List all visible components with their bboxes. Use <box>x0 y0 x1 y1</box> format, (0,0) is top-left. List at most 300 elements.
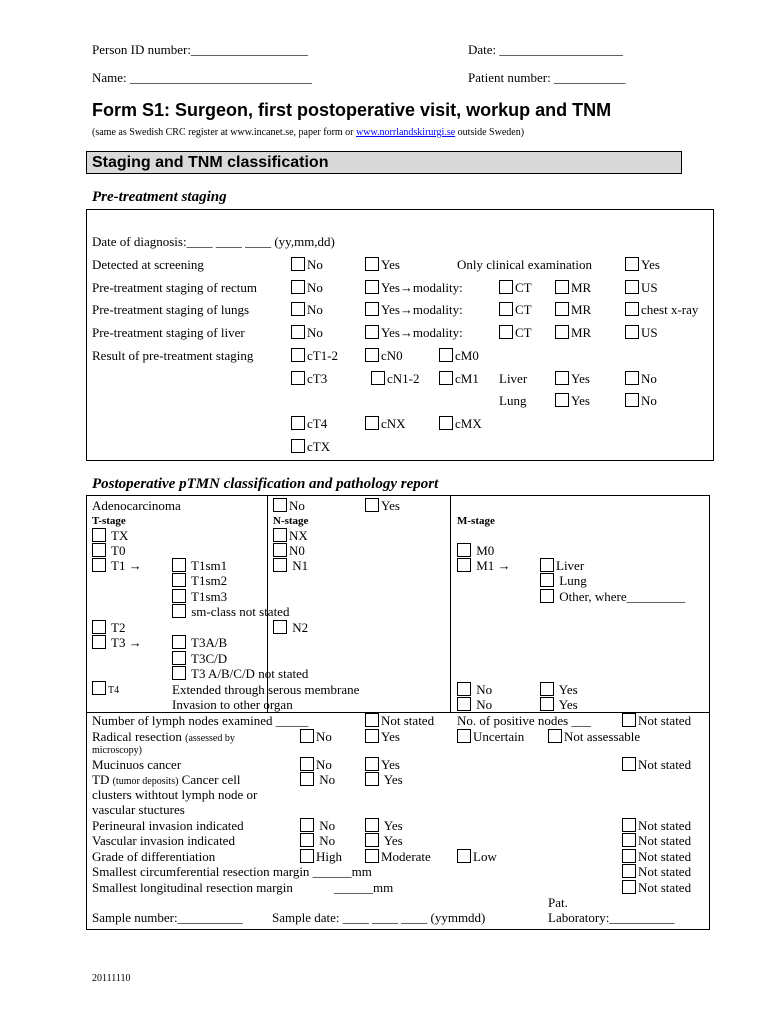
mucinous-label: Mucinuos cancer <box>92 757 182 772</box>
invasion-label: Invasion to other organ <box>172 697 293 712</box>
liver-yes[interactable] <box>365 325 463 340</box>
checkbox[interactable] <box>457 849 471 863</box>
m1-liver[interactable] <box>540 558 584 573</box>
positive-not-stated[interactable] <box>622 713 691 728</box>
pretreatment-heading: Pre-treatment staging <box>92 189 227 205</box>
checkbox[interactable] <box>625 280 639 294</box>
checkbox[interactable] <box>439 348 453 362</box>
option-label: Yes <box>381 729 400 744</box>
checkbox[interactable] <box>300 757 314 771</box>
checkbox[interactable] <box>172 558 186 572</box>
radical-text: Radical resection <box>92 729 182 744</box>
option-label: No <box>307 325 323 340</box>
option-label: Moderate <box>381 849 431 864</box>
grade-not-stated[interactable] <box>622 849 691 864</box>
vascular-no[interactable] <box>300 833 335 848</box>
detected-screening-label: Detected at screening <box>92 257 204 272</box>
t-t1sm2[interactable] <box>172 573 227 588</box>
option-label: Yes <box>571 393 590 408</box>
checkbox[interactable] <box>291 371 305 385</box>
checkbox[interactable] <box>625 325 639 339</box>
serous-label: Extended through serous membrane <box>172 682 360 697</box>
ct3[interactable] <box>291 371 327 386</box>
option-label: No <box>641 371 657 386</box>
checkbox[interactable] <box>540 589 554 603</box>
adenocarcinoma-label: Adenocarcinoma <box>92 498 181 513</box>
t-t3ab[interactable] <box>172 635 227 650</box>
t-t0[interactable] <box>92 543 125 558</box>
option-label: Yes <box>641 257 660 272</box>
t-t2[interactable] <box>92 620 125 635</box>
form-subtitle <box>92 125 524 140</box>
checkbox[interactable] <box>555 371 569 385</box>
option-label: No <box>476 682 493 697</box>
n-n2[interactable] <box>273 620 308 635</box>
checkbox[interactable] <box>457 682 471 696</box>
adeno-no[interactable] <box>273 498 305 513</box>
option-label: Other, where_________ <box>559 589 686 604</box>
m1-lung[interactable] <box>540 573 587 588</box>
n-n1[interactable] <box>273 558 308 573</box>
mucinous-no[interactable] <box>300 757 332 772</box>
screening-yes[interactable] <box>365 257 400 272</box>
option-label: T1sm3 <box>191 589 228 604</box>
grade-moderate[interactable] <box>365 849 431 864</box>
checkbox[interactable] <box>300 772 314 786</box>
t-tx[interactable] <box>92 528 128 543</box>
checkbox[interactable] <box>365 772 379 786</box>
perineural-no[interactable] <box>300 818 335 833</box>
checkbox[interactable] <box>499 280 513 294</box>
cm1[interactable] <box>439 371 479 386</box>
td-yes[interactable] <box>365 772 403 787</box>
checkbox[interactable] <box>540 558 554 572</box>
option-label: No <box>289 498 305 513</box>
option-label: MR <box>571 302 592 317</box>
option-label: No <box>316 729 332 744</box>
option-label: chest x-ray <box>641 302 699 317</box>
t-t3cd[interactable] <box>172 651 227 666</box>
cm1-lung-no[interactable] <box>625 393 657 408</box>
option-label: Not stated <box>638 713 692 728</box>
option-label: Yes <box>571 371 590 386</box>
checkbox[interactable] <box>300 818 314 832</box>
checkbox[interactable] <box>439 371 453 385</box>
t-t1sm3[interactable] <box>172 589 227 604</box>
option-label: Yes <box>381 757 400 772</box>
laboratory-field[interactable]: Laboratory:__________ <box>548 910 675 925</box>
option-label: Liver <box>556 558 585 573</box>
name-field[interactable]: Name: ____________________________ <box>92 70 312 85</box>
adeno-yes[interactable] <box>365 498 400 513</box>
radical-not-assessable[interactable] <box>548 729 640 744</box>
t-t3abcd[interactable] <box>172 666 308 681</box>
form-title: Form S1: Surgeon, first postoperative visit, workup and TNM <box>92 100 612 120</box>
checkbox[interactable] <box>273 498 287 512</box>
section-title: Staging and TNM classification <box>92 154 329 171</box>
checkbox[interactable] <box>365 325 379 339</box>
m-stage-heading: M-stage <box>457 515 495 527</box>
radical-uncertain[interactable] <box>457 729 524 744</box>
sample-number-field[interactable]: Sample number:__________ <box>92 910 243 925</box>
checkbox[interactable] <box>622 849 636 863</box>
option-label: cMX <box>455 416 482 431</box>
checkbox[interactable] <box>291 280 305 294</box>
checkbox[interactable] <box>439 416 453 430</box>
vascular-not-stated[interactable] <box>622 833 691 848</box>
liver-label: Pre-treatment staging of liver <box>92 325 245 340</box>
positive-nodes-field[interactable]: No. of positive nodes ___ <box>457 713 591 728</box>
cnx[interactable] <box>365 416 406 431</box>
radical-yes[interactable] <box>365 729 400 744</box>
option-label: No <box>319 772 336 787</box>
option-label: cTX <box>307 439 331 454</box>
option-label: cT3 <box>307 371 328 386</box>
checkbox[interactable] <box>365 729 379 743</box>
t-t3[interactable] <box>92 635 142 650</box>
lungs-label: Pre-treatment staging of lungs <box>92 302 250 317</box>
td-label-2: clusters withtout lymph node or <box>92 787 258 802</box>
td-cancer-cell: Cancer cell <box>181 772 241 787</box>
longitudinal-not-stated[interactable] <box>622 880 691 895</box>
option-label: T2 <box>111 620 126 635</box>
liver-ct[interactable] <box>499 325 532 340</box>
pat-label: Pat. <box>548 895 568 910</box>
checkbox[interactable] <box>291 257 305 271</box>
option-label: Yes <box>381 257 400 272</box>
option-label: cM0 <box>455 348 479 363</box>
option-label: No <box>307 257 323 272</box>
checkbox[interactable] <box>365 416 379 430</box>
liver-us[interactable] <box>625 325 658 340</box>
checkbox[interactable] <box>300 833 314 847</box>
checkbox[interactable] <box>365 257 379 271</box>
checkbox[interactable] <box>273 558 287 572</box>
norrlandskirurgi-link[interactable]: www.norrlandskirurgi.se <box>356 127 456 138</box>
rectum-mr[interactable] <box>555 280 591 295</box>
checkbox[interactable] <box>555 325 569 339</box>
sample-date-field[interactable]: Sample date: ____ ____ ____ (yymmdd) <box>272 910 486 925</box>
n-n0[interactable] <box>273 543 305 558</box>
assessed-note: (assessed by <box>185 733 235 744</box>
checkbox[interactable] <box>291 325 305 339</box>
checkbox[interactable] <box>622 833 636 847</box>
checkbox[interactable] <box>555 393 569 407</box>
option-label: No <box>319 818 336 833</box>
checkbox[interactable] <box>622 880 636 894</box>
cmx[interactable] <box>439 416 482 431</box>
result-label: Result of pre-treatment staging <box>92 348 254 363</box>
arrow-icon: → <box>128 635 142 650</box>
t-t1sm1[interactable] <box>172 558 227 573</box>
longitudinal-field[interactable]: ______mm <box>334 880 394 895</box>
checkbox[interactable] <box>457 558 471 572</box>
liver-no[interactable] <box>291 325 323 340</box>
grade-label: Grade of differentiation <box>92 849 216 864</box>
option-label: Yes <box>383 772 403 787</box>
serous-no[interactable] <box>457 682 492 697</box>
n-nx[interactable] <box>273 528 308 543</box>
invasion-yes[interactable] <box>540 697 578 712</box>
option-label: CT <box>515 280 532 295</box>
option-label: T1sm2 <box>191 573 228 588</box>
option-label: Not stated <box>638 833 692 848</box>
checkbox[interactable] <box>499 302 513 316</box>
option-label: M0 <box>476 543 495 558</box>
checkbox[interactable] <box>365 818 379 832</box>
clinical-yes[interactable] <box>625 257 660 272</box>
checkbox[interactable] <box>172 604 186 618</box>
footer-date: 20111110 <box>92 973 131 984</box>
checkbox[interactable] <box>92 558 106 572</box>
option-label: No <box>319 833 336 848</box>
option-label: cNX <box>381 416 406 431</box>
checkbox[interactable] <box>365 280 379 294</box>
section-header <box>86 151 682 174</box>
date-field[interactable]: Date: ___________________ <box>468 42 623 57</box>
checkbox[interactable] <box>371 371 385 385</box>
checkbox[interactable] <box>92 635 106 649</box>
lymph-not-stated[interactable] <box>365 713 434 728</box>
option-label: Yes→modality: <box>381 325 463 340</box>
checkbox[interactable] <box>365 498 379 512</box>
checkbox[interactable] <box>365 757 379 771</box>
option-label: T3 <box>111 635 126 650</box>
perineural-yes[interactable] <box>365 818 403 833</box>
checkbox[interactable] <box>622 713 636 727</box>
option-label: High <box>316 849 342 864</box>
checkbox[interactable] <box>457 729 471 743</box>
td-text: TD <box>92 772 110 787</box>
option-label: T4 <box>108 685 120 696</box>
perineural-not-stated[interactable] <box>622 818 691 833</box>
checkbox[interactable] <box>625 257 639 271</box>
t-t4[interactable] <box>92 681 119 698</box>
checkbox[interactable] <box>457 697 471 711</box>
checkbox[interactable] <box>172 651 186 665</box>
rectum-no[interactable] <box>291 280 323 295</box>
cm1-lung-yes[interactable] <box>555 393 590 408</box>
divider <box>450 495 451 712</box>
checkbox[interactable] <box>365 833 379 847</box>
rectum-label: Pre-treatment staging of rectum <box>92 280 257 295</box>
rectum-yes[interactable] <box>365 280 463 295</box>
circumferential-not-stated[interactable] <box>622 864 691 879</box>
radical-no[interactable] <box>300 729 332 744</box>
option-label: Not stated <box>638 757 692 772</box>
option-label: cT4 <box>307 416 328 431</box>
lungs-ct[interactable] <box>499 302 532 317</box>
checkbox[interactable] <box>625 371 639 385</box>
mucinous-not-stated[interactable] <box>622 757 691 772</box>
n-stage-heading: N-stage <box>273 515 309 527</box>
option-label: Yes <box>383 833 403 848</box>
option-label: Yes <box>558 682 578 697</box>
grade-high[interactable] <box>300 849 342 864</box>
checkbox[interactable] <box>540 573 554 587</box>
patient-number-field[interactable]: Patient number: ___________ <box>468 70 626 85</box>
mucinous-yes[interactable] <box>365 757 400 772</box>
option-label: cT1-2 <box>307 348 339 363</box>
option-label: No <box>307 280 323 295</box>
checkbox[interactable] <box>548 729 562 743</box>
cn1-2[interactable] <box>371 371 420 386</box>
option-label: T1sm1 <box>191 558 228 573</box>
td-no[interactable] <box>300 772 335 787</box>
m-m0[interactable] <box>457 543 494 558</box>
checkbox[interactable] <box>540 682 554 696</box>
lungs-no[interactable] <box>291 302 323 317</box>
lymph-examined-field[interactable]: Number of lymph nodes examined _____ <box>92 713 309 728</box>
td-label-3: vascular stuctures <box>92 802 185 817</box>
checkbox[interactable] <box>92 543 106 557</box>
option-label: T1 <box>111 558 126 573</box>
option-label: T3A/B <box>191 635 228 650</box>
vascular-label: Vascular invasion indicated <box>92 833 235 848</box>
checkbox[interactable] <box>291 439 305 453</box>
option-label: cN1-2 <box>387 371 420 386</box>
checkbox[interactable] <box>365 713 379 727</box>
perineural-label: Perineural invasion indicated <box>92 818 244 833</box>
option-label: Yes→modality: <box>381 302 463 317</box>
option-label: Not stated <box>638 849 692 864</box>
option-label: Not stated <box>638 880 692 895</box>
option-label: M1 <box>476 558 495 573</box>
liver-mr[interactable] <box>555 325 591 340</box>
option-label: MR <box>571 280 592 295</box>
t-t1[interactable] <box>92 558 142 573</box>
circumferential-field[interactable]: Smallest circumferential resection margin ______mm <box>92 864 372 879</box>
option-label: NX <box>289 528 308 543</box>
ct4[interactable] <box>291 416 327 431</box>
checkbox[interactable] <box>300 729 314 743</box>
checkbox[interactable] <box>300 849 314 863</box>
option-label: cN0 <box>381 348 403 363</box>
ct1-2[interactable] <box>291 348 338 363</box>
grade-low[interactable] <box>457 849 497 864</box>
rectum-us[interactable] <box>625 280 658 295</box>
option-label: US <box>641 325 658 340</box>
checkbox[interactable] <box>555 280 569 294</box>
subtitle-post: outside Sweden) <box>455 127 525 138</box>
option-label: No <box>316 757 332 772</box>
checkbox[interactable] <box>172 573 186 587</box>
option-label: N2 <box>292 620 309 635</box>
option-label: Not stated <box>381 713 435 728</box>
checkbox[interactable] <box>92 681 106 695</box>
checkbox[interactable] <box>555 302 569 316</box>
checkbox[interactable] <box>365 849 379 863</box>
option-label: N0 <box>289 543 305 558</box>
invasion-no[interactable] <box>457 697 492 712</box>
checkbox[interactable] <box>622 864 636 878</box>
option-label: CT <box>515 325 532 340</box>
option-label: sm-class not stated <box>191 604 290 619</box>
checkbox[interactable] <box>625 393 639 407</box>
checkbox[interactable] <box>273 620 287 634</box>
checkbox[interactable] <box>622 818 636 832</box>
cm1-liver-no[interactable] <box>625 371 657 386</box>
checkbox[interactable] <box>291 416 305 430</box>
lungs-chest-xray[interactable] <box>625 302 698 317</box>
option-label: US <box>641 280 658 295</box>
option-label: cM1 <box>455 371 479 386</box>
screening-no[interactable] <box>291 257 323 272</box>
person-id-field[interactable]: Person ID number:__________________ <box>92 42 308 57</box>
option-label: N1 <box>292 558 309 573</box>
t-sm-not-stated[interactable] <box>172 604 289 619</box>
option-label: No <box>307 302 323 317</box>
rectum-ct[interactable] <box>499 280 532 295</box>
cm0[interactable] <box>439 348 479 363</box>
cm1-liver-label: Liver <box>499 371 528 386</box>
checkbox[interactable] <box>365 302 379 316</box>
arrow-icon: → <box>497 558 511 573</box>
checkbox[interactable] <box>92 528 106 542</box>
option-label: Uncertain <box>473 729 525 744</box>
cn0[interactable] <box>365 348 403 363</box>
checkbox[interactable] <box>172 589 186 603</box>
vascular-yes[interactable] <box>365 833 403 848</box>
checkbox[interactable] <box>291 302 305 316</box>
option-label: No <box>476 697 493 712</box>
option-label: Yes <box>558 697 578 712</box>
option-label: T3 A/B/C/D not stated <box>191 666 309 681</box>
option-label: Not stated <box>638 818 692 833</box>
arrow-icon: → <box>128 558 142 573</box>
checkbox[interactable] <box>365 348 379 362</box>
m-m1[interactable] <box>457 558 511 573</box>
cm1-liver-yes[interactable] <box>555 371 590 386</box>
option-label: Yes <box>383 818 403 833</box>
checkbox[interactable] <box>457 543 471 557</box>
checkbox[interactable] <box>499 325 513 339</box>
option-label: Yes→modality: <box>381 280 463 295</box>
m1-other[interactable] <box>540 589 685 604</box>
checkbox[interactable] <box>622 757 636 771</box>
checkbox[interactable] <box>291 348 305 362</box>
option-label: MR <box>571 325 592 340</box>
serous-yes[interactable] <box>540 682 578 697</box>
option-label: Not stated <box>638 864 692 879</box>
checkbox[interactable] <box>273 543 287 557</box>
lungs-yes[interactable] <box>365 302 463 317</box>
t-stage-heading: T-stage <box>92 515 126 527</box>
option-label: Low <box>473 849 497 864</box>
option-label: T3C/D <box>191 651 228 666</box>
cm1-lung-label: Lung <box>499 393 527 408</box>
option-label: TX <box>111 528 129 543</box>
postop-heading: Postoperative pTMN classification and pathology report <box>92 476 439 492</box>
checkbox[interactable] <box>540 697 554 711</box>
option-label: Yes <box>381 498 400 513</box>
checkbox[interactable] <box>172 666 186 680</box>
option-label: T0 <box>111 543 126 558</box>
checkbox[interactable] <box>273 528 287 542</box>
option-label: CT <box>515 302 532 317</box>
option-label: No <box>641 393 657 408</box>
checkbox[interactable] <box>172 635 186 649</box>
checkbox[interactable] <box>92 620 106 634</box>
lungs-mr[interactable] <box>555 302 591 317</box>
subtitle-pre: (same as Swedish CRC register at www.incanet.se, paper form or <box>92 127 357 138</box>
option-label: Not assessable <box>564 729 641 744</box>
checkbox[interactable] <box>625 302 639 316</box>
only-clinical-label: Only clinical examination <box>457 257 593 272</box>
ctx[interactable] <box>291 439 330 454</box>
date-of-diagnosis[interactable]: Date of diagnosis:____ ____ ____ (yy,mm,dd) <box>92 234 335 249</box>
microscopy-note: microscopy) <box>92 745 142 756</box>
